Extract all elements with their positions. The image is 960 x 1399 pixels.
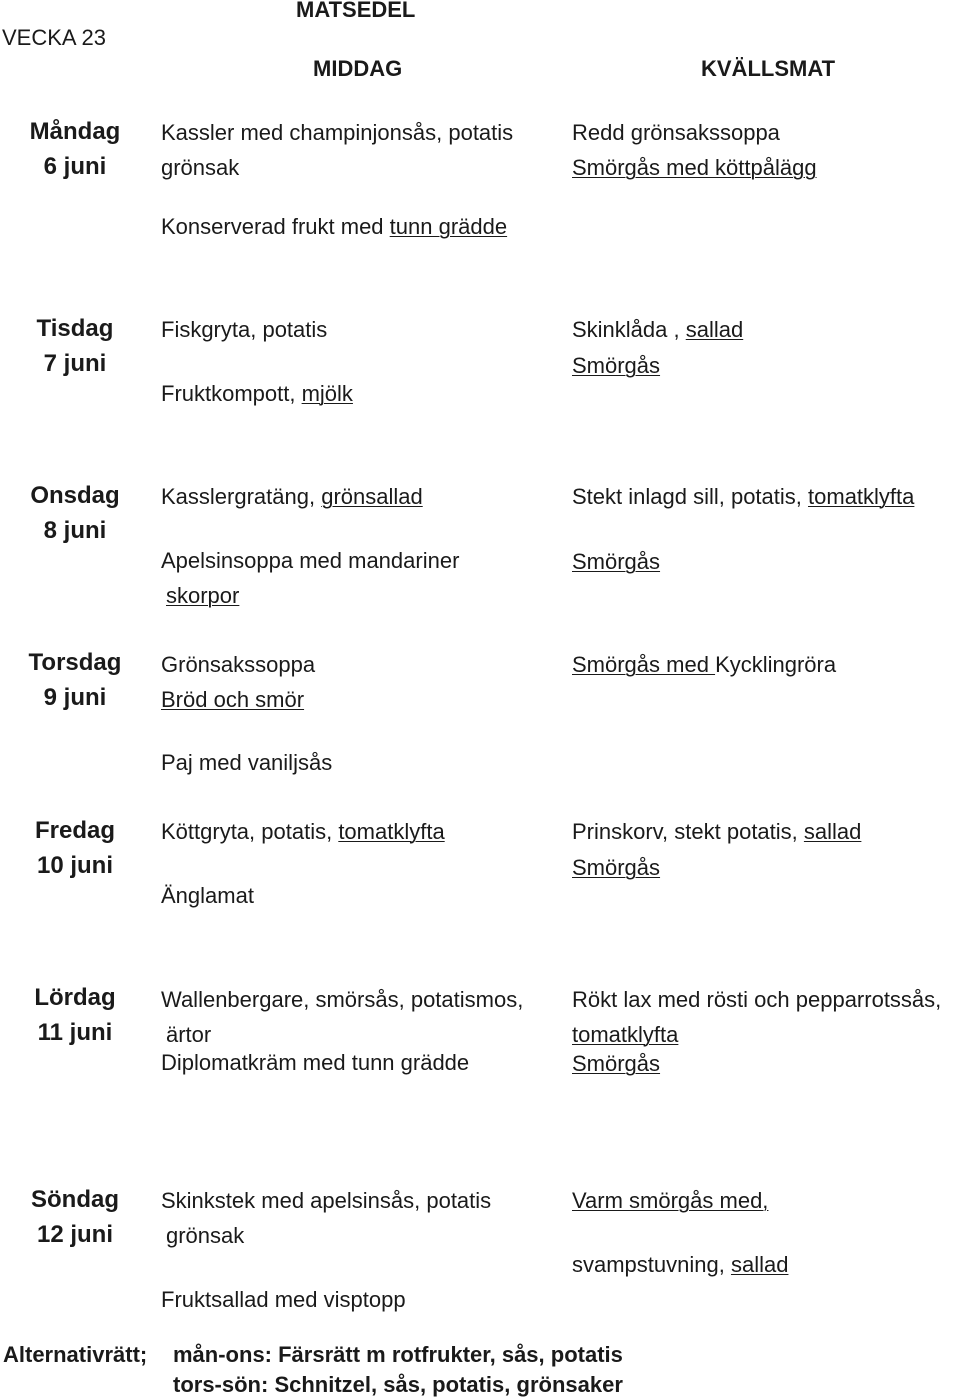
kvallsmat-item: Varm smörgås med, <box>572 1188 769 1213</box>
day-date: 6 juni <box>43 153 107 180</box>
middag-item: grönsak <box>166 1223 245 1248</box>
dessert-item: Fruktkompott, mjölk <box>161 381 353 406</box>
kvallsmat-item: Smörgås <box>572 549 661 574</box>
alternative-item: tors-sön: Schnitzel, sås, potatis, grönsaker <box>173 1372 623 1397</box>
dessert-item: skorpor <box>166 583 240 608</box>
kvallsmat-item: Stekt inlagd sill, potatis, tomatklyfta <box>572 484 915 509</box>
alternative-item: mån-ons: Färsrätt m rotfrukter, sås, potatis <box>173 1342 623 1367</box>
middag-item: Wallenbergare, smörsås, potatismos, <box>161 987 524 1012</box>
dessert-item: Konserverad frukt med tunn grädde <box>161 214 508 239</box>
kvallsmat-item: Smörgås <box>572 855 661 880</box>
kvallsmat-item: Skinklåda , sallad <box>572 317 744 342</box>
middag-item: Köttgryta, potatis, tomatklyfta <box>161 819 445 844</box>
kvallsmat-item: Smörgås med köttpålägg <box>572 155 817 180</box>
middag-item: Kasslergratäng, grönsallad <box>161 484 423 509</box>
middag-item: grönsak <box>161 155 240 180</box>
kvallsmat-item: svampstuvning, sallad <box>572 1252 789 1277</box>
day-name: Torsdag <box>28 649 122 676</box>
kvallsmat-item: Smörgås <box>572 353 661 378</box>
kvallsmat-item: Rökt lax med rösti och pepparrotssås, <box>572 987 942 1012</box>
day-date: 9 juni <box>43 684 107 711</box>
day-date: 8 juni <box>43 517 107 544</box>
dessert-item: Änglamat <box>161 883 254 908</box>
dessert-item: Apelsinsoppa med mandariner <box>161 548 460 573</box>
day-date: 7 juni <box>43 350 107 377</box>
kvallsmat-item: Redd grönsakssoppa <box>572 120 780 145</box>
day-name: Onsdag <box>30 482 120 509</box>
alternative-label: Alternativrätt; <box>3 1342 148 1367</box>
day-date: 11 juni <box>37 1019 113 1046</box>
dessert-item: Fruktsallad med visptopp <box>161 1287 406 1312</box>
column-header-kvallsmat: KVÄLLSMAT <box>701 56 836 81</box>
dessert-item: Paj med vaniljsås <box>161 750 333 775</box>
middag-item: Grönsakssoppa <box>161 652 316 677</box>
day-date: 12 juni <box>36 1221 114 1248</box>
kvallsmat-item: tomatklyfta <box>572 1022 679 1047</box>
middag-item: Skinkstek med apelsinsås, potatis <box>161 1188 492 1213</box>
day-date: 10 juni <box>36 852 114 879</box>
page-title: MATSEDEL <box>296 0 416 22</box>
day-name: Lördag <box>34 984 116 1011</box>
column-header-middag: MIDDAG <box>313 56 403 81</box>
kvallsmat-item: Smörgås med Kycklingröra <box>572 652 837 677</box>
day-name: Söndag <box>31 1186 119 1213</box>
kvallsmat-item: Smörgås <box>572 1051 661 1076</box>
middag-item: Fiskgryta, potatis <box>161 317 328 342</box>
kvallsmat-item: Prinskorv, stekt potatis, sallad <box>572 819 862 844</box>
middag-item: ärtor <box>166 1022 212 1047</box>
day-name: Tisdag <box>36 315 114 342</box>
middag-item: Bröd och smör <box>161 687 305 712</box>
dessert-item: Diplomatkräm med tunn grädde <box>161 1050 470 1075</box>
day-name: Fredag <box>34 817 115 844</box>
day-name: Måndag <box>29 118 121 145</box>
middag-item: Kassler med champinjonsås, potatis <box>161 120 514 145</box>
week-label: VECKA 23 <box>2 25 106 50</box>
